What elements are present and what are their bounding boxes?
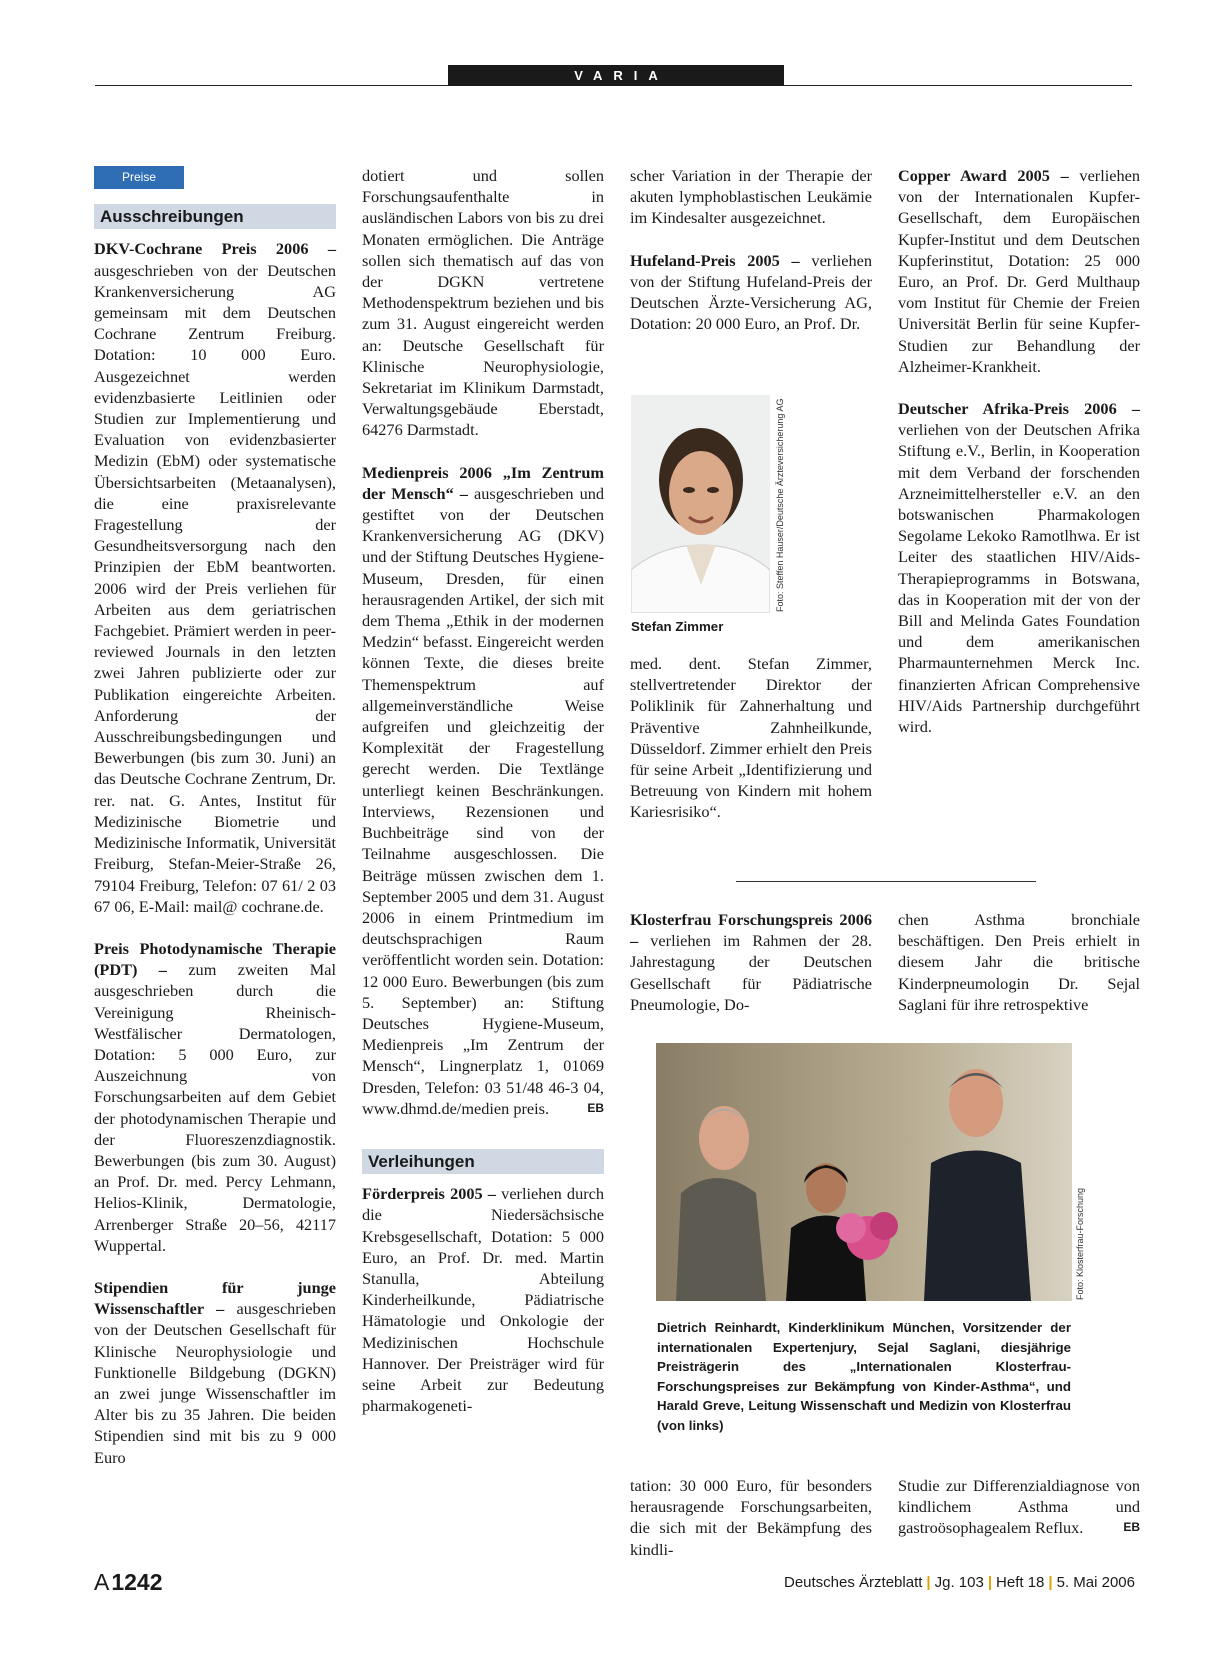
klosterfrau-bottom-left [630, 1475, 872, 1581]
article-dkv-cochrane: DKV-Cochrane Preis 2006 – ausgeschrieben von der Deutschen Krankenversicherung AG gemeinsam mit dem Deutschen Cochrane Zentrum Freiburg. Dotation: 10 000 Euro. Ausgezeichnet werden evidenzbasierte Leitlinien oder Studien zur Implementierung und Evaluation von evidenzbasierter Medizin (EbM) oder systematische Übersichtsarbeiten (Metaanalysen), die eine praxisrelevante Fragestellung der Gesundheitsversorgung nach den Prinzipien der EbM beantworten. 2006 wird der Preis verliehen für Arbeiten aus dem geriatrischen Fachgebiet. Prämiert werden in peer-reviewed Journals in den letzten zwei Jahren publizierte oder zur Publikation eingereichte Arbeiten. Anforderung der Ausschreibungsbedingungen und Bewerbungen (bis zum 30. Juni) an das Deutsche Cochrane Zentrum, Dr. rer. nat. G. Antes, Institut für Medizinische Biometrie und Medizinische Informatik, Universität Freiburg, Stefan-Meier-Straße 26, 79104 Freiburg, Telefon: 07 61/ 2 03 67 06, E-Mail: mail@ cochrane.de. [94, 239, 336, 916]
journal-name: Deutsches Ärzteblatt [784, 1574, 923, 1591]
section-heading-ausschreibungen: Ausschreibungen [94, 204, 336, 229]
category-tag: Preise [94, 166, 184, 189]
group-photo-illustration [656, 1043, 1072, 1301]
section-heading-verleihungen: Verleihungen [362, 1149, 604, 1174]
article-stipendien: Stipendien für junge Wissenschaftler – ausgeschrieben von der Deutschen Gesellschaft für Klinische Neurophysiologie und Funktionelle Bildgebung (DGKN) an zwei junge Wissenschaftler im Alter bis zu 35 Jahren. Die beiden Stipendien sind mit bis zu 9 000 Euro [94, 1277, 336, 1467]
section-label: VARIA [448, 65, 784, 86]
group-photo-credit: Foto: Klosterfrau-Forschung [1075, 1187, 1085, 1300]
article-afrika-preis: Deutscher Afrika-Preis 2006 – verliehen von der Deutschen Afrika Stiftung e.V., Berlin, in Kooperation mit dem Verband der forschenden Arzneimittelhersteller e.V. an den botswanischen Pharmakologen Segolame Lekoko Ramotlhwa. Er ist Leiter des staatlichen HIV/Aids-Therapieprogramms in Botswana, das in Kooperation mit der von der Bill and Melinda Gates Foundation und dem amerikanischen Pharmaunternehmen Merck Inc. finanzierten African Comprehensive HIV/Aids Partnership durchgeführt wird. [898, 399, 1140, 737]
portrait-illustration [631, 395, 770, 613]
article-medienpreis: Medienpreis 2006 „Im Zentrum der Mensch“ – ausgeschrieben und gestiftet von der Deutschen Krankenversicherung AG (DKV) und der Stiftung Deutsches Hygiene-Museum, Dresden, für einen herausragenden Artikel, der sich mit dem Thema „Ethik in der modernen Medzin“ befasst. Eingereicht werden können Texte, die dieses breite Themenspektrum auf allgemeinverständliche Weise aufgreifen und gleichzeitig der Komplexität der Fragestellung gerecht werden. Die Textlänge unterliegt keinen Beschränkungen. Interviews, Rezensionen und Buchbeiträge sind von der Teilnahme ausgeschlossen. Die Beiträge müssen zwischen dem 1. September 2005 und dem 31. August 2006 in einem Printmedium im deutschsprachigen Raum veröffentlicht worden sein. Dotation: 12 000 Euro. Bewerbungen (bis zum 5. September) an: Stiftung Deutsches Hygiene-Museum, Medienpreis „Im Zentrum der Mensch“, Lingnerplatz 1, 01069 Dresden, Telefon: 03 51/48 46-3 04, www.dhmd.de/medien preis. EB [362, 462, 605, 1118]
column-3-top [630, 165, 872, 355]
author-initials: EB [587, 1100, 604, 1115]
portrait-caption: Stefan Zimmer [631, 619, 724, 634]
article-copper-award: Copper Award 2005 – verliehen von der Internationalen Kupfer-Gesellschaft, dem Europäischen Kupfer-Institut und dem Deutschen Kupferinstitut, Dotation: 25 000 Euro, an Prof. Dr. Gerd Multhaup vom Institut für Chemie der Freien Universität Berlin für seine Kupfer-Studien zur Behandlung der Alzheimer-Krankheit. [898, 166, 1140, 376]
journal-info: Deutsches Ärzteblatt | Jg. 103 | Heft 18 | 5. Mai 2006 [784, 1574, 1135, 1591]
article-klosterfrau-bottom-right: Studie zur Differenzialdiagnose von kindlichem Asthma und gastroösophagealem Reflux. EB [898, 1476, 1140, 1538]
article-klosterfrau-cont: chen Asthma bronchiale beschäftigen. Den Preis erhielt in diesem Jahr die britische Kinderpneumologin Dr. Sejal Saglani für ihre retrospektive [898, 910, 1140, 1014]
column-3-bottom [630, 653, 872, 844]
award-group-photo [656, 1043, 1072, 1301]
page-prefix: A [94, 1569, 110, 1595]
section-divider [736, 881, 1036, 882]
article-klosterfrau-bottom-left: tation: 30 000 Euro, für besonders herausragende Forschungsarbeiten, die sich mit der Bekämpfung des kindli- [630, 1476, 872, 1559]
group-photo-caption: Dietrich Reinhardt, Kinderklinikum München, Vorsitzender der internationalen Expertenjury, Sejal Saglani, diesjährige Preisträgerin des „Internationalen Klosterfrau-Forschungspreises zur Bekämpfung von Kinder-Asthma“, und Harald Greve, Leitung Wissenschaft und Medizin von Klosterfrau (von links) [657, 1320, 1071, 1433]
klosterfrau-text-right [898, 909, 1140, 1036]
page-number-value: 1242 [111, 1569, 163, 1595]
article-hufeland: Hufeland-Preis 2005 – verliehen von der Stiftung Hufeland-Preis der Deutschen Ärzte-Versicherung AG, Dotation: 20 000 Euro, an Prof. Dr. [630, 250, 873, 334]
author-initials-2: EB [1123, 1520, 1140, 1535]
journal-volume: Jg. 103 [934, 1574, 984, 1591]
article-hufeland-cont: med. dent. Stefan Zimmer, stellvertretender Direktor der Poliklinik für Zahnerhaltung und Präventive Zahnheilkunde, Düsseldorf. Zimmer erhielt den Preis für seine Arbeit „Identifizierung und Betreuung von Kindern mit hohem Kariesrisiko“. [630, 654, 872, 822]
article-klosterfrau: Klosterfrau Forschungspreis 2006 – verliehen im Rahmen der 28. Jahrestagung der Deutschen Gesellschaft für Pädiatrische Pneumologie, Do- [630, 910, 872, 1014]
article-stipendien-cont: dotiert und sollen Forschungsaufenthalte in ausländischen Labors von bis zu drei Monaten ermöglichen. Die Anträge sollen sich thematisch auf das von der DGKN vertretene Methodenspektrum beziehen und bis zum 31. August eingereicht werden an: Deutsche Gesellschaft für Klinische Neurophysiologie, Sekretariat im Klinikum Darmstadt, Verwaltungsgebäude Eberstadt, 64276 Darmstadt. [362, 166, 604, 440]
column-4 [898, 165, 1140, 758]
article-pdt: Preis Photodynamische Therapie (PDT) – zum zweiten Mal ausgeschrieben durch die Vereinigung Rheinisch-Westfälischer Dermatologen, Dotation: 5 000 Euro, zur Auszeichnung von Forschungsarbeiten auf dem Gebiet der photodynamischen Therapie und der Fluoreszenzdiagnostik. Bewerbungen (bis zum 30. August) an Prof. Dr. med. Percy Lehmann, Helios-Klinik, Dermatologie, Arrenberger Straße 20–56, 42117 Wuppertal. [94, 938, 336, 1255]
page-number [94, 1569, 163, 1596]
journal-date: 5. Mai 2006 [1056, 1574, 1135, 1591]
column-1 [94, 165, 336, 1489]
article-foerderpreis: Förderpreis 2005 – verliehen durch die Niedersächsische Krebsgesellschaft, Dotation: 5 000 Euro, an Prof. Dr. med. Martin Stanulla, Abteilung Kinderheilkunde, Pädiatrische Hämatologie und Onkologie der Medizinischen Hochschule Hannover. Der Preisträger wird für seine Arbeit zur Bedeutung pharmakogeneti- [362, 1184, 604, 1416]
portrait-photo [631, 395, 770, 613]
column-2 [362, 165, 604, 1437]
journal-issue: Heft 18 [996, 1574, 1045, 1591]
klosterfrau-bottom-right [898, 1475, 1140, 1560]
klosterfrau-text-left [630, 909, 872, 1036]
portrait-photo-credit: Foto: Steffen Hauser/Deutsche Ärzteversicherung AG [775, 398, 785, 612]
article-foerderpreis-cont: scher Variation in der Therapie der akuten lymphoblastischen Leukämie im Kindesalter ausgezeichnet. [630, 166, 872, 228]
